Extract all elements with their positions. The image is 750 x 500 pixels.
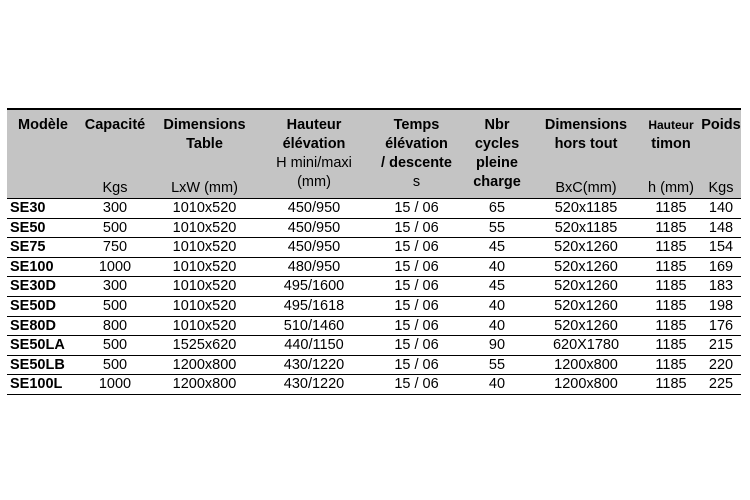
- column-header-line: Hauteur: [286, 117, 342, 133]
- column-header-line: Capacité: [84, 117, 146, 133]
- table-cell: 1200x800: [531, 375, 641, 395]
- table-cell: 45: [463, 277, 531, 297]
- column-header-line: Hauteur: [648, 118, 694, 132]
- table-cell: 510/1460: [258, 316, 370, 336]
- table-cell: 1185: [641, 199, 701, 219]
- column-header-line: Poids: [701, 117, 741, 133]
- column-header-line: hors tout: [554, 136, 618, 152]
- table-cell: 1185: [641, 316, 701, 336]
- column-header-line: Nbr: [484, 117, 510, 133]
- column-header: [258, 109, 370, 199]
- table-cell: 450/950: [258, 238, 370, 258]
- table-cell: 1200x800: [531, 355, 641, 375]
- table-cell: 500: [79, 355, 151, 375]
- column-header-line: Dimensions: [544, 117, 628, 133]
- table-cell: 500: [79, 218, 151, 238]
- column-header-line: timon: [651, 136, 691, 152]
- table-cell: 1185: [641, 336, 701, 356]
- table-cell: 300: [79, 199, 151, 219]
- table-cell: 520x1260: [531, 257, 641, 277]
- table-row: [7, 316, 741, 336]
- column-header: [463, 109, 531, 199]
- model-cell: SE80D: [7, 316, 79, 336]
- table-cell: 15 / 06: [370, 199, 463, 219]
- table-cell: 40: [463, 375, 531, 395]
- table-cell: 440/1150: [258, 336, 370, 356]
- table-cell: 520x1185: [531, 199, 641, 219]
- column-header: [79, 109, 151, 199]
- table-cell: 430/1220: [258, 375, 370, 395]
- table-row: [7, 296, 741, 316]
- table-cell: 450/950: [258, 199, 370, 219]
- table-cell: 520x1260: [531, 277, 641, 297]
- column-header-line: Modèle: [18, 117, 68, 133]
- table-cell: 1010x520: [151, 199, 258, 219]
- table-cell: 198: [701, 296, 741, 316]
- column-unit: LxW (mm): [171, 180, 238, 196]
- table-cell: 40: [463, 316, 531, 336]
- column-header-line: (mm): [297, 174, 331, 190]
- spec-table: [7, 108, 741, 395]
- table-cell: 40: [463, 296, 531, 316]
- table-cell: 750: [79, 238, 151, 258]
- table-row: [7, 355, 741, 375]
- table-row: [7, 375, 741, 395]
- table-cell: 176: [701, 316, 741, 336]
- table-cell: 1010x520: [151, 316, 258, 336]
- table-cell: 1000: [79, 257, 151, 277]
- column-header: [701, 109, 741, 199]
- table-cell: 1010x520: [151, 218, 258, 238]
- table-cell: 15 / 06: [370, 218, 463, 238]
- table-cell: 1185: [641, 238, 701, 258]
- column-header-line: charge: [473, 174, 521, 190]
- table-cell: 495/1600: [258, 277, 370, 297]
- table-cell: 1200x800: [151, 355, 258, 375]
- table-cell: 15 / 06: [370, 375, 463, 395]
- table-cell: 15 / 06: [370, 257, 463, 277]
- table-cell: 65: [463, 199, 531, 219]
- model-cell: SE30D: [7, 277, 79, 297]
- model-cell: SE50LA: [7, 336, 79, 356]
- table-cell: 215: [701, 336, 741, 356]
- table-cell: 220: [701, 355, 741, 375]
- column-unit: Kgs: [708, 180, 734, 196]
- column-header-line: / descente: [381, 155, 452, 171]
- column-unit: h (mm): [648, 180, 694, 196]
- column-header: [641, 109, 701, 199]
- table-body: [7, 199, 741, 395]
- column-unit: Kgs: [102, 180, 128, 196]
- table-cell: 500: [79, 336, 151, 356]
- table-cell: 15 / 06: [370, 238, 463, 258]
- table-row: [7, 336, 741, 356]
- table-cell: 183: [701, 277, 741, 297]
- table-cell: 1185: [641, 296, 701, 316]
- table-row: [7, 199, 741, 219]
- table-cell: 1185: [641, 277, 701, 297]
- column-header: [531, 109, 641, 199]
- table-cell: 140: [701, 199, 741, 219]
- table-cell: 500: [79, 296, 151, 316]
- column-header-line: s: [412, 174, 421, 190]
- column-header: [151, 109, 258, 199]
- table-cell: 1010x520: [151, 257, 258, 277]
- table-cell: 15 / 06: [370, 316, 463, 336]
- spec-table-container: [7, 108, 741, 395]
- table-cell: 520x1260: [531, 296, 641, 316]
- table-cell: 1185: [641, 257, 701, 277]
- table-cell: 800: [79, 316, 151, 336]
- column-header-line: cycles: [474, 136, 520, 152]
- table-cell: 480/950: [258, 257, 370, 277]
- table-cell: 148: [701, 218, 741, 238]
- table-cell: 90: [463, 336, 531, 356]
- model-cell: SE100L: [7, 375, 79, 395]
- table-cell: 154: [701, 238, 741, 258]
- table-cell: 225: [701, 375, 741, 395]
- column-header-line: Table: [186, 136, 223, 152]
- table-cell: 40: [463, 257, 531, 277]
- table-cell: 15 / 06: [370, 336, 463, 356]
- table-cell: 495/1618: [258, 296, 370, 316]
- table-cell: 1010x520: [151, 238, 258, 258]
- model-cell: SE50LB: [7, 355, 79, 375]
- table-row: [7, 277, 741, 297]
- model-cell: SE75: [7, 238, 79, 258]
- table-cell: 520x1185: [531, 218, 641, 238]
- column-unit: BxC(mm): [555, 180, 617, 196]
- table-row: [7, 218, 741, 238]
- table-row: [7, 257, 741, 277]
- column-header-line: H mini/maxi: [276, 155, 352, 171]
- table-row: [7, 238, 741, 258]
- table-cell: 1010x520: [151, 296, 258, 316]
- model-cell: SE50D: [7, 296, 79, 316]
- table-cell: 15 / 06: [370, 296, 463, 316]
- table-cell: 15 / 06: [370, 355, 463, 375]
- header-row: [7, 109, 741, 199]
- column-header-line: Dimensions: [163, 117, 246, 133]
- table-cell: 1525x620: [151, 336, 258, 356]
- table-cell: 620X1780: [531, 336, 641, 356]
- column-header: [7, 109, 79, 199]
- table-cell: 430/1220: [258, 355, 370, 375]
- model-cell: SE100: [7, 257, 79, 277]
- table-cell: 55: [463, 355, 531, 375]
- table-cell: 1185: [641, 218, 701, 238]
- table-cell: 1010x520: [151, 277, 258, 297]
- table-cell: 520x1260: [531, 238, 641, 258]
- table-cell: 1200x800: [151, 375, 258, 395]
- table-cell: 450/950: [258, 218, 370, 238]
- table-cell: 1185: [641, 355, 701, 375]
- table-cell: 520x1260: [531, 316, 641, 336]
- column-header-line: pleine: [476, 155, 518, 171]
- table-cell: 1185: [641, 375, 701, 395]
- model-cell: SE30: [7, 199, 79, 219]
- table-cell: 45: [463, 238, 531, 258]
- table-cell: 1000: [79, 375, 151, 395]
- model-cell: SE50: [7, 218, 79, 238]
- table-cell: 55: [463, 218, 531, 238]
- column-header-line: Temps: [393, 117, 440, 133]
- column-header: [370, 109, 463, 199]
- column-header-line: élévation: [385, 136, 448, 152]
- table-cell: 169: [701, 257, 741, 277]
- table-cell: 300: [79, 277, 151, 297]
- column-header-line: élévation: [282, 136, 346, 152]
- table-cell: 15 / 06: [370, 277, 463, 297]
